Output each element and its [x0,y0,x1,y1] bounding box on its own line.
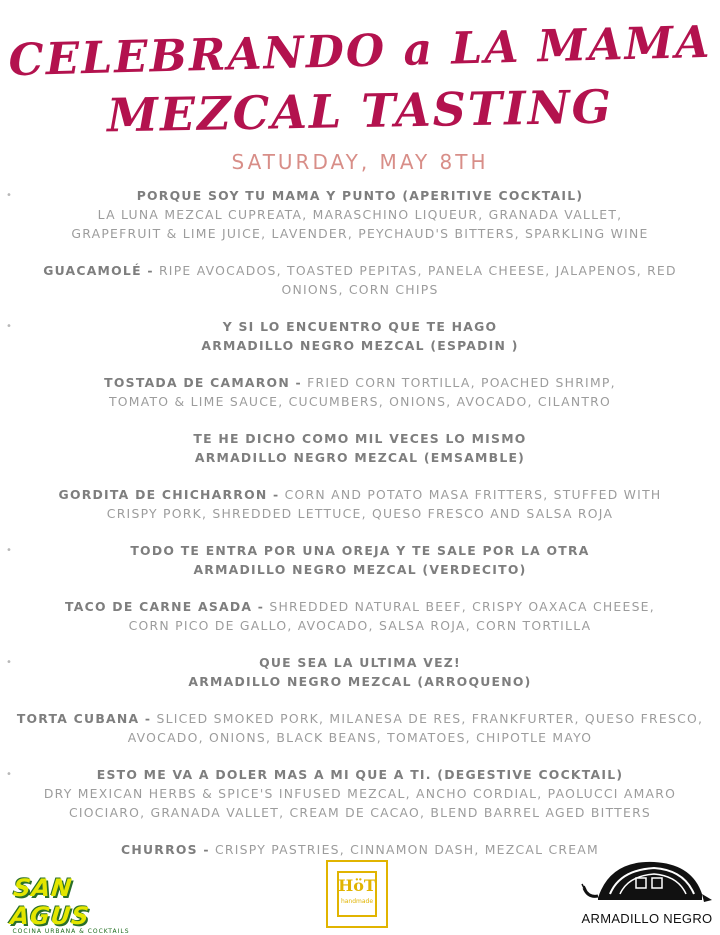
hot-wordmark: HöT [338,876,376,895]
menu-line-text: LA LUNA MEZCAL CUPREATA, MARASCHINO LIQUEUR, GRANADA VALLET, [97,207,623,222]
menu-gap [0,635,720,653]
menu-line-heading: ARMADILLO NEGRO MEZCAL (ARROQUENO) [188,674,532,689]
menu-line-heading: TORTA CUBANA - [16,711,152,726]
menu-line-heading: ARMADILLO NEGRO MEZCAL (EMSAMBLE) [194,450,526,465]
menu-line-text: CRISPY PORK, SHREDDED LETTUCE, QUESO FRESCO AND SALSA ROJA [106,506,614,521]
menu-gap [0,523,720,541]
san-agus-logo [9,874,130,935]
menu-gap [0,467,720,485]
menu-gap [0,579,720,597]
menu-gap [0,747,720,765]
menu-item [4,317,716,355]
menu-line-text: FRIED CORN TORTILLA, POACHED SHRIMP, [301,375,616,390]
menu-line [4,560,716,579]
menu-line [4,373,716,392]
menu-line-heading: TODO TE ENTRA POR UNA OREJA Y TE SALE POR LA OTRA [130,543,590,558]
menu-line [4,280,716,299]
san-agus-tagline: COCINA URBANA & COCKTAILS [12,928,130,935]
menu-item [4,429,716,467]
menu-line-heading: Y SI LO ENCUENTRO QUE TE HAGO [222,319,498,334]
menu-line-heading: TE HE DICHO COMO MIL VECES LO MISMO [193,431,527,446]
menu-gap [0,691,720,709]
menu-line [4,205,716,224]
menu-line [4,186,716,205]
menu-item [4,373,716,411]
menu-line [4,728,716,747]
menu-line [4,709,716,728]
menu-line [4,485,716,504]
menu-line-heading: CHURROS - [121,842,210,857]
menu-item [4,653,716,691]
menu-line-heading: PORQUE SOY TU MAMA Y PUNTO (APERITIVE COCKTAIL) [136,188,584,203]
flyer-title-line2: MEZCAL TASTING [106,79,614,143]
logo-row [0,852,720,935]
san-agus-wordmark: SAN AGUS [9,874,92,930]
menu-line [4,261,716,280]
menu-gap [0,411,720,429]
menu-gap [0,299,720,317]
menu-line-text: CIOCIARO, GRANADA VALLET, CREAM DE CACAO, BLEND BARREL AGED BITTERS [68,805,652,820]
menu-line-text: RIPE AVOCADOS, TOASTED PEPITAS, PANELA CHEESE, JALAPENOS, RED [153,263,677,278]
menu-line [4,784,716,803]
menu-line [4,504,716,523]
menu-list [0,186,720,859]
menu-line [4,429,716,448]
bullet-marker: • [6,545,14,556]
menu-line [4,597,716,616]
menu-line [4,803,716,822]
menu-line-text: SLICED SMOKED PORK, MILANESA DE RES, FRANKFURTER, QUESO FRESCO, [151,711,704,726]
armadillo-icon [580,854,714,910]
menu-gap [0,243,720,261]
hot-tagline: handmade [340,898,374,905]
menu-line [4,317,716,336]
menu-line-heading: ARMADILLO NEGRO MEZCAL (VERDECITO) [193,562,527,577]
menu-item [4,261,716,299]
menu-item [4,709,716,747]
menu-line-heading: TOSTADA DE CAMARON - [104,375,302,390]
menu-line-heading: QUE SEA LA ULTIMA VEZ! [259,655,461,670]
bullet-marker: • [6,190,14,201]
menu-line-text: TOMATO & LIME SAUCE, CUCUMBERS, ONIONS, AVOCADO, CILANTRO [108,394,612,409]
armadillo-negro-wordmark: ARMADILLO NEGRO [581,911,713,926]
menu-line-heading: TACO DE CARNE ASADA - [65,599,265,614]
menu-line [4,392,716,411]
menu-line [4,672,716,691]
menu-item [4,597,716,635]
menu-line-text: CRISPY PASTRIES, CINNAMON DASH, MEZCAL CREAM [209,842,599,857]
menu-item [4,186,716,243]
menu-line-text: SHREDDED NATURAL BEEF, CRISPY OAXACA CHEESE, [264,599,655,614]
menu-item [4,541,716,579]
menu-line-text: DRY MEXICAN HERBS & SPICE'S INFUSED MEZCAL, ANCHO CORDIAL, PAOLUCCI AMARO [43,786,677,801]
bullet-marker: • [6,769,14,780]
menu-line-text: CORN PICO DE GALLO, AVOCADO, SALSA ROJA, CORN TORTILLA [128,618,592,633]
menu-line-heading: GORDITA DE CHICHARRON - [58,487,280,502]
menu-line [4,653,716,672]
menu-line [4,336,716,355]
hot-logo [326,860,388,928]
menu-line [4,224,716,243]
menu-item [4,485,716,523]
menu-line-heading: ARMADILLO NEGRO MEZCAL (ESPADIN ) [201,338,519,353]
bullet-marker: • [6,321,14,332]
menu-line-heading: ESTO ME VA A DOLER MAS A MI QUE A TI. (DEGESTIVE COCKTAIL) [96,767,624,782]
menu-line-text: AVOCADO, ONIONS, BLACK BEANS, TOMATOES, CHIPOTLE MAYO [127,730,593,745]
bullet-marker: • [6,657,14,668]
menu-gap [0,355,720,373]
menu-line [4,541,716,560]
menu-line [4,765,716,784]
menu-gap [0,822,720,840]
menu-line [4,616,716,635]
armadillo-negro-logo [580,854,714,932]
menu-line-text: CORN AND POTATO MASA FRITTERS, STUFFED WITH [279,487,662,502]
menu-line-text: ONIONS, CORN CHIPS [281,282,439,297]
menu-line-heading: GUACAMOLÉ - [43,263,154,278]
event-date: SATURDAY, MAY 8TH [231,150,489,174]
menu-line-text: GRAPEFRUIT & LIME JUICE, LAVENDER, PEYCHAUD'S BITTERS, SPARKLING WINE [71,226,649,241]
flyer-title-line1: CELEBRANDO a LA MAMA [8,16,712,87]
menu-item [4,765,716,822]
menu-line [4,448,716,467]
